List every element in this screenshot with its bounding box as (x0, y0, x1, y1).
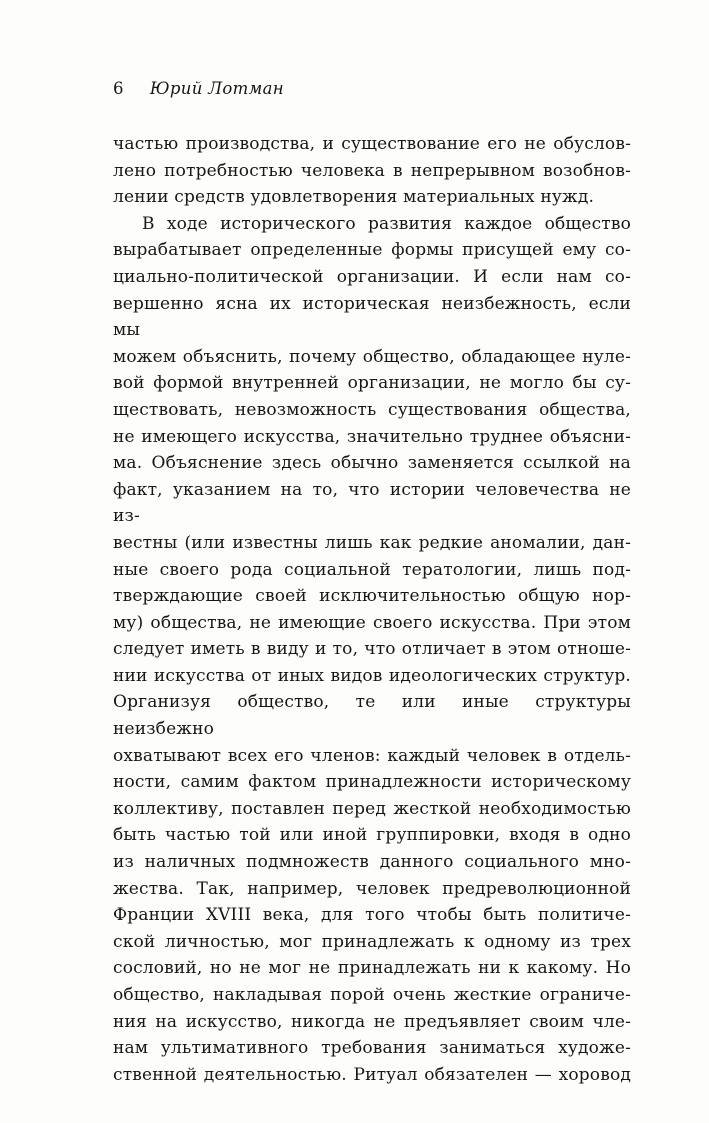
running-title: Юрий Лотман (149, 79, 284, 98)
text-line: вой формой внутренней организации, не могло бы су- (113, 373, 631, 394)
text-line: из наличных подмножеств данного социального мно- (113, 852, 631, 873)
text-line: ма. Объяснение здесь обычно заменяется ссылкой на (113, 453, 631, 474)
text-line: можем объяснить, почему общество, обладающее нуле- (113, 346, 631, 367)
text-line: ществовать, невозможность существования общества, (113, 399, 631, 420)
text-line: охватывают всех его членов: каждый человек в отдель- (113, 745, 631, 766)
page-number: 6 (113, 79, 124, 98)
text-line: жества. Так, например, человек предреволюционной (113, 878, 631, 899)
text-line: лено потребностью человека в непрерывном возобнов- (113, 160, 631, 181)
text-line: факт, указанием на то, что истории человечества не из- (113, 479, 631, 527)
text-line: частью производства, и существование его не обуслов- (113, 134, 631, 154)
text-line: ные своего рода социальной тератологии, лишь под- (113, 559, 631, 580)
text-line: ния на искусство, никогда не предъявляет своим чле- (113, 1011, 631, 1032)
text-line: вершенно ясна их историческая неизбежность, если мы (113, 293, 631, 341)
text-line: сословий, но не мог не принадлежать ни к какому. Но (113, 958, 631, 979)
text-line: вырабатывает определенные формы присущей ему со- (113, 240, 631, 261)
text-line: Франции XVIII века, для того чтобы быть политиче- (113, 905, 631, 926)
text-line: ской личностью, мог принадлежать к одному из трех (113, 931, 631, 952)
text-line: ственной деятельностью. Ритуал обязателен — хоровод (113, 1064, 631, 1085)
text-line: вестны (или известны лишь как редкие аномалии, дан- (113, 532, 631, 553)
text-line: быть частью той или иной группировки, входя в одно (113, 825, 631, 846)
text-line: коллективу, поставлен перед жесткой необходимостью (113, 798, 631, 819)
text-line: му) общества, не имеющие своего искусства. При этом (113, 612, 631, 633)
text-line: ности, самим фактом принадлежности историческому (113, 772, 631, 793)
text-line: циально-политической организации. И если нам со- (113, 266, 631, 287)
running-head (113, 79, 631, 98)
text-line: следует иметь в виду и то, что отличает в этом отноше- (113, 639, 631, 660)
text-line: нии искусства от иных видов идеологических структур. (113, 665, 631, 686)
text-block (113, 131, 631, 1088)
text-line: лении средств удовлетворения материальных нужд. (113, 187, 595, 208)
text-line: не имеющего искусства, значительно труднее объясни- (113, 426, 631, 447)
text-line: Организуя общество, те или иные структуры неизбежно (113, 692, 631, 740)
text-line: нам ультимативного требования заниматься художе- (113, 1038, 631, 1059)
text-line: общество, накладывая порой очень жесткие ограниче- (113, 985, 631, 1005)
text-line: тверждающие своей исключительностью общую нор- (113, 586, 631, 607)
text-line: В ходе исторического развития каждое общество (142, 213, 631, 234)
